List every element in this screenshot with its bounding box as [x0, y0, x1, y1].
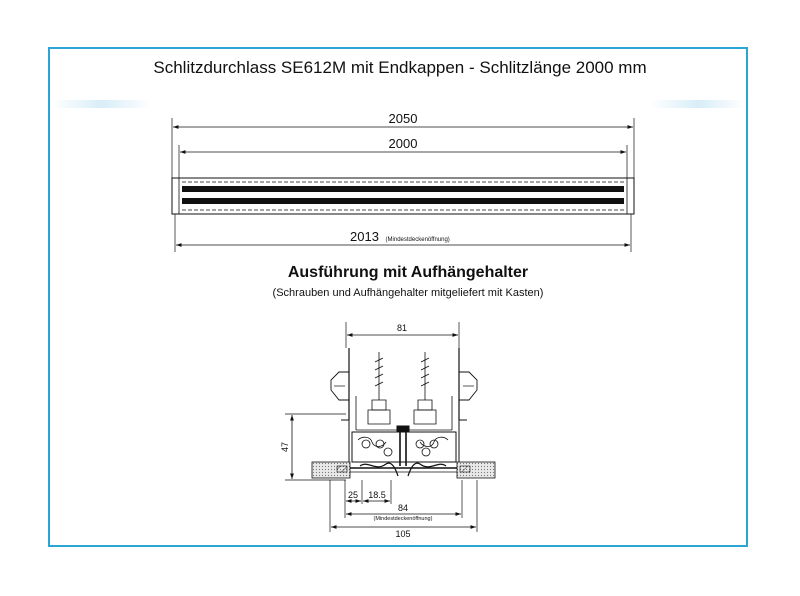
screw-right	[414, 352, 436, 424]
dim-25-label: 25	[347, 490, 359, 500]
screw-left	[368, 352, 390, 424]
dim-opening-value: 2013	[350, 229, 379, 244]
section-subheading: (Schrauben und Aufhängehalter mitgeliefert mit Kasten)	[272, 287, 544, 299]
slot-2	[182, 198, 624, 204]
section-heading: Ausführung mit Aufhängehalter	[287, 264, 529, 281]
dim-opening-note: (Mindestdeckenöffnung)	[385, 237, 450, 243]
blade-right	[408, 463, 446, 476]
dim-overall-label: 2050	[388, 111, 418, 126]
dim-84-label: 84	[397, 503, 409, 513]
dim-18-5-label: 18.5	[368, 490, 386, 500]
slot-1	[182, 186, 624, 192]
dim-slot-label: 2000	[388, 136, 418, 151]
diffuser-outline	[172, 178, 634, 214]
blade-left	[360, 463, 398, 476]
dim-105-label: 105	[395, 529, 411, 539]
drawing-title: Schlitzdurchlass SE612M mit Endkappen - Schlitzlänge 2000 mm	[153, 58, 647, 77]
dim-opening-label	[350, 229, 450, 244]
dim-81-label: 81	[396, 323, 408, 333]
dim-47-label: 47	[280, 441, 290, 453]
slot-profile	[352, 432, 456, 462]
dim-84-note: (Mindestdeckenöffnung)	[373, 516, 433, 522]
section-view	[285, 322, 495, 532]
